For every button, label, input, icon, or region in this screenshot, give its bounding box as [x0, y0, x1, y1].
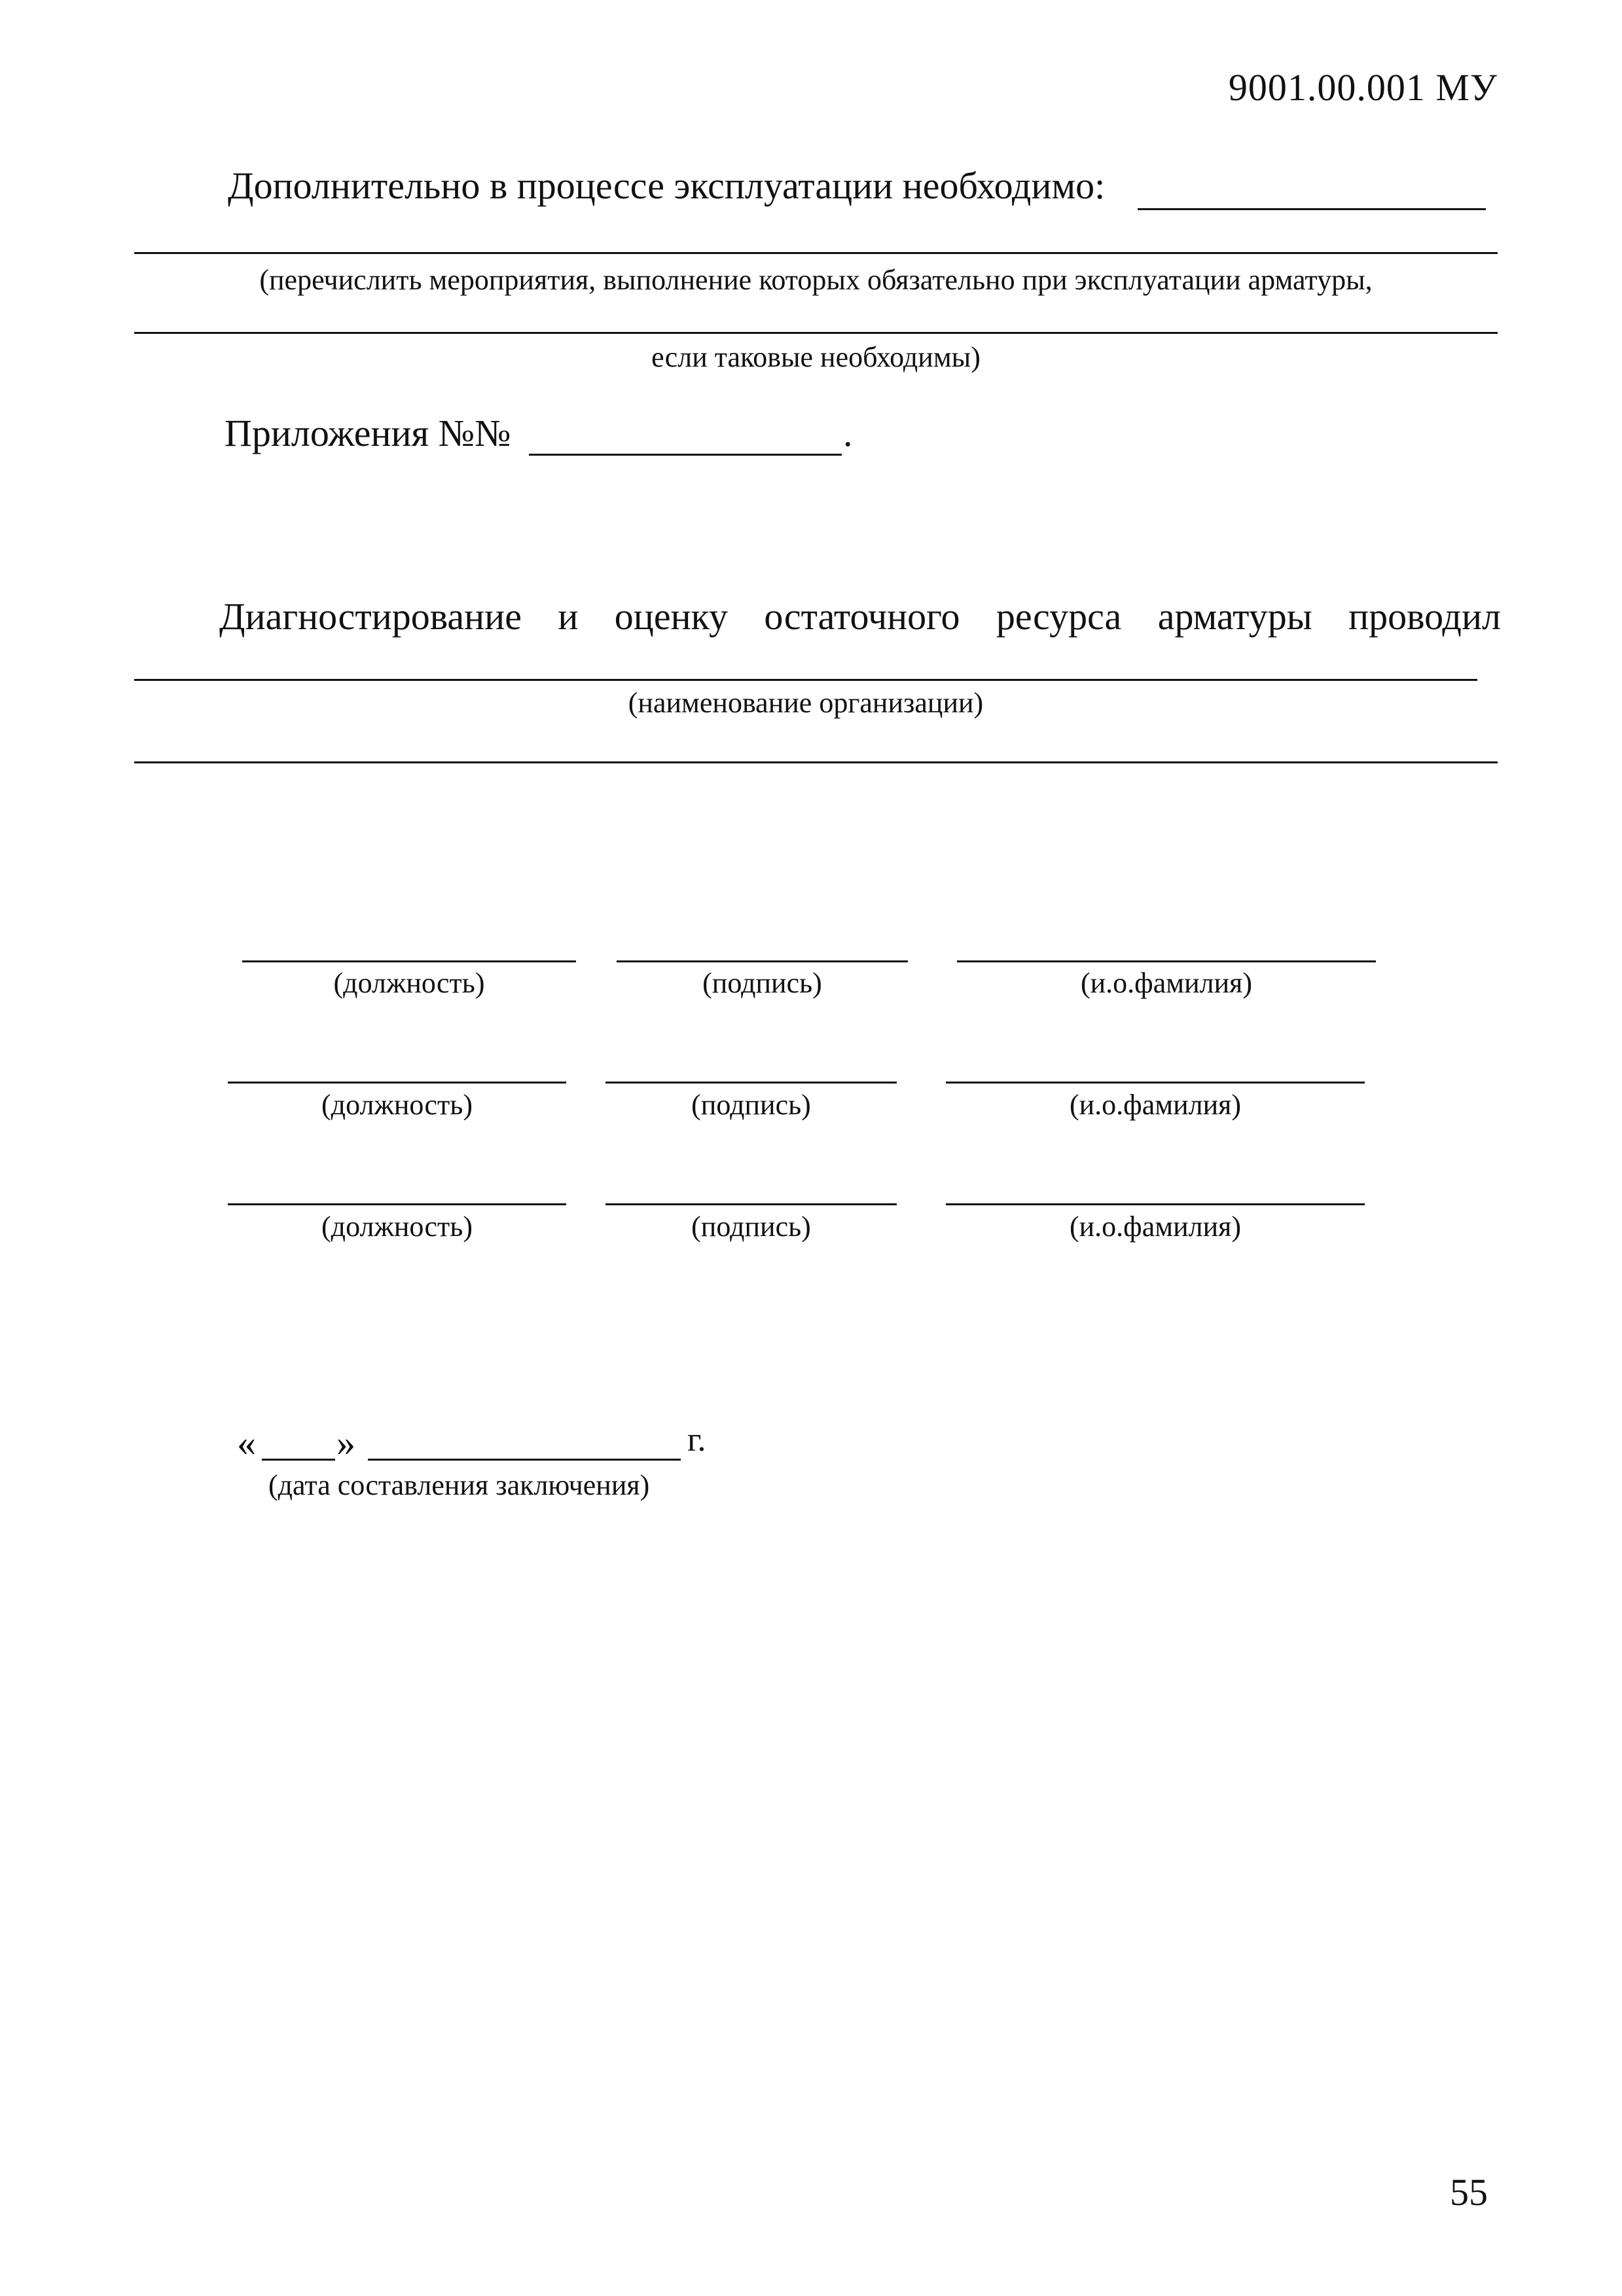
- diagnostics-word: оценку: [614, 595, 728, 638]
- date-day-line[interactable]: [262, 1459, 335, 1461]
- diagnostics-sentence: [219, 594, 1501, 638]
- position-line[interactable]: [228, 1203, 566, 1205]
- diagnostics-word: остаточного: [764, 595, 960, 638]
- name-line[interactable]: [957, 960, 1376, 962]
- name-caption: (и.о.фамилия): [1080, 967, 1253, 999]
- organization-line[interactable]: [134, 679, 1477, 681]
- additional-hint-1: (перечислить мероприятия, выполнение которых обязательно при эксплуатации арматуры,: [259, 264, 1373, 296]
- date-year-suffix: г.: [687, 1421, 706, 1459]
- signature-line[interactable]: [605, 1082, 897, 1084]
- name-caption: (и.о.фамилия): [1069, 1089, 1242, 1121]
- appendix-fill-line[interactable]: [529, 454, 842, 456]
- position-caption: (должность): [333, 967, 485, 999]
- organization-line-2[interactable]: [134, 761, 1498, 763]
- diagnostics-word: Диагностирование: [219, 595, 522, 638]
- position-caption: (должность): [321, 1089, 473, 1121]
- additional-label: Дополнительно в процессе эксплуатации необходимо:: [228, 164, 1106, 207]
- diagnostics-word: ресурса: [996, 595, 1122, 638]
- signature-line[interactable]: [617, 960, 908, 962]
- signature-caption: (подпись): [691, 1089, 811, 1121]
- signature-caption: (подпись): [702, 967, 822, 999]
- position-line[interactable]: [228, 1082, 566, 1084]
- date-open-quote: «: [237, 1421, 256, 1464]
- signature-line[interactable]: [605, 1203, 897, 1205]
- appendix-label: Приложения №№: [225, 412, 511, 454]
- name-line[interactable]: [946, 1203, 1365, 1205]
- signature-caption: (подпись): [691, 1211, 811, 1243]
- name-caption: (и.о.фамилия): [1069, 1211, 1242, 1243]
- diagnostics-word: арматуры: [1157, 595, 1312, 638]
- additional-line-2[interactable]: [134, 332, 1498, 334]
- position-caption: (должность): [321, 1211, 473, 1243]
- additional-line-1[interactable]: [134, 252, 1498, 254]
- additional-hint-2: если таковые необходимы): [651, 341, 981, 373]
- date-month-year-line[interactable]: [368, 1459, 681, 1461]
- appendix-end: .: [843, 412, 853, 454]
- diagnostics-word: проводил: [1348, 595, 1501, 638]
- diagnostics-word: и: [558, 595, 579, 638]
- organization-hint: (наименование организации): [628, 687, 984, 719]
- page-number: 55: [1450, 2171, 1488, 2214]
- document-code: 9001.00.001 МУ: [1228, 66, 1498, 109]
- position-line[interactable]: [242, 960, 576, 962]
- date-close-quote: »: [336, 1421, 355, 1464]
- additional-fill-line[interactable]: [1138, 208, 1486, 210]
- name-line[interactable]: [946, 1082, 1365, 1084]
- date-hint: (дата составления заключения): [268, 1469, 650, 1501]
